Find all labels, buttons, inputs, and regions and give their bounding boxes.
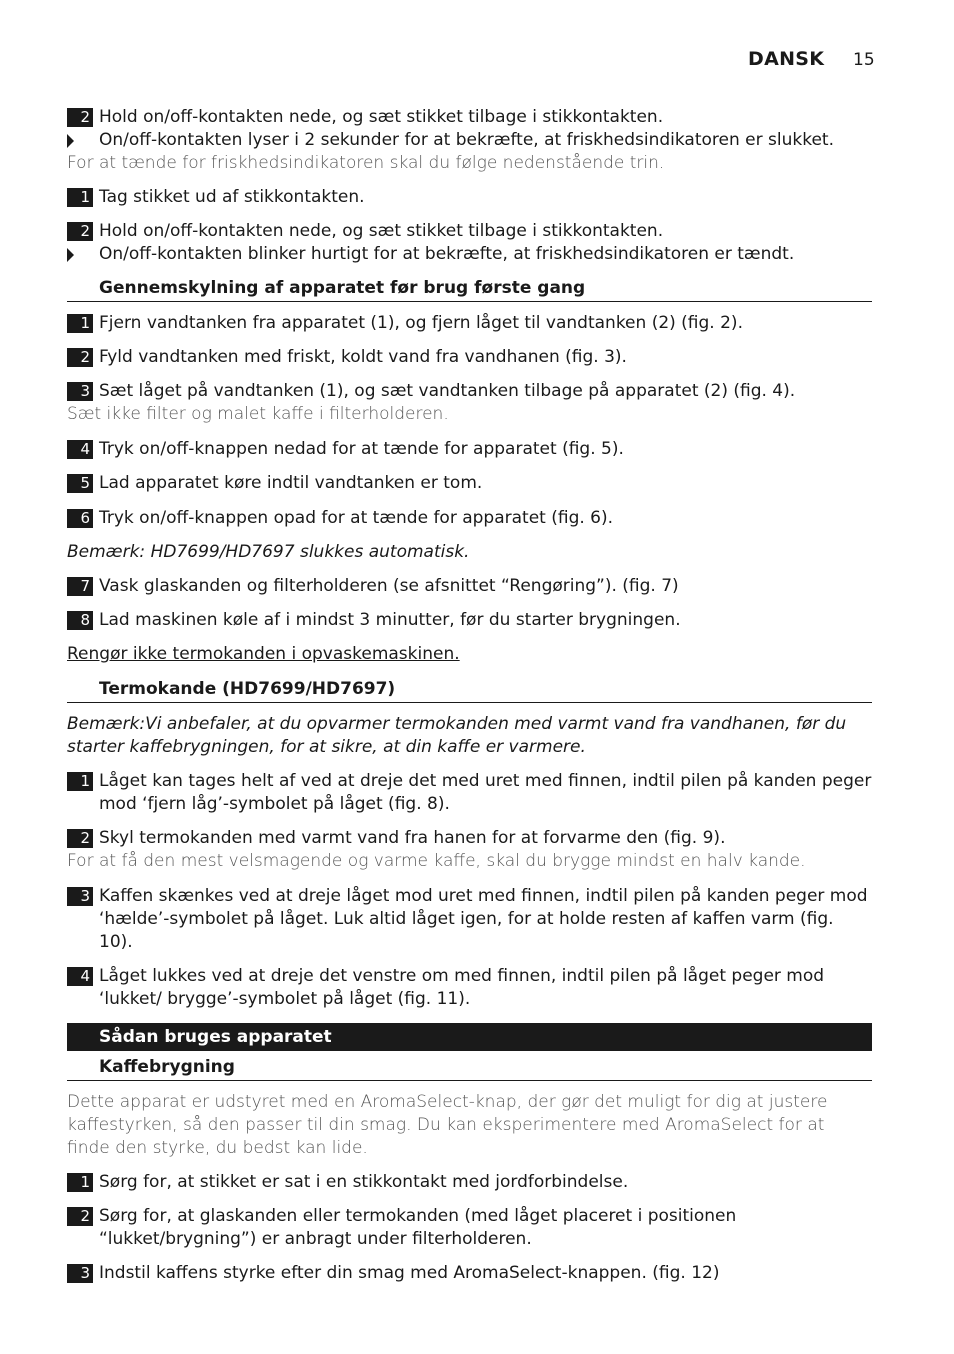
section-heading: Kaffebrygning [67,1056,872,1081]
result-text: On/off-kontakten blinker hurtigt for at bekræfte, at friskhedsindikatoren er tændt. [99,244,795,264]
step-text: Hold on/off-kontakten nede, og sæt stikket tilbage i stikkontakten. [99,221,664,241]
warning-underlined: Rengør ikke termokanden i opvaskemaskinen. [67,644,460,664]
step-text: Lad apparatet køre indtil vandtanken er tom. [99,473,483,493]
chapter-bar: Sådan bruges apparatet [67,1023,872,1051]
step-number: 8 [67,611,93,630]
step-text: Tag stikket ud af stikkontakten. [99,187,365,207]
step-number: 5 [67,474,93,493]
step-text: Sæt låget på vandtanken (1), og sæt vandtanken tilbage på apparatet (2) (fig. 4). [99,381,796,401]
result-line [67,129,872,152]
step-text: Fjern vandtanken fra apparatet (1), og fjern låget til vandtanken (2) (fig. 2). [99,313,743,333]
step-number: 4 [67,967,93,986]
step-text: Sørg for, at stikket er sat i en stikkontakt med jordforbindelse. [99,1172,629,1192]
result-text: On/off-kontakten lyser i 2 sekunder for at bekræfte, at friskhedsindikatoren er slukket. [99,130,834,150]
step [67,827,872,850]
step [67,965,872,1011]
note-text: Bemærk:Vi anbefaler, at du opvarmer termokanden med varmt vand fra vandhanen, før du starter kaffebrygningen, for at sikre, at din kaffe er varmere. [67,714,847,757]
step-text: Låget kan tages helt af ved at dreje det med uret med finnen, indtil pilen på kanden peger mod ‘fjern låg’-symbolet på låget (fig. 8). [99,771,872,814]
step-number: 3 [67,382,93,401]
step [67,770,872,816]
tip-text: For at få den mest velsmagende og varme kaffe, skal du brygge mindst en halv kande. [67,851,806,871]
step-text: Sørg for, at glaskanden eller termokanden (med låget placeret i positionen “lukket/brygning”) er anbragt under filterholderen. [99,1206,737,1249]
step [67,609,872,632]
step-number: 3 [67,887,93,906]
step-text: Vask glaskanden og filterholderen (se afsnittet “Rengøring”). (fig. 7) [99,576,679,596]
step [67,1205,872,1251]
step [67,438,872,461]
step [67,312,872,335]
section-heading: Termokande (HD7699/HD7697) [67,678,872,703]
note-text: Bemærk: HD7699/HD7697 slukkes automatisk. [67,542,470,562]
section-heading: Gennemskylning af apparatet før brug første gang [67,277,872,302]
step-text: Lad maskinen køle af i mindst 3 minutter, før du starter brygningen. [99,610,681,630]
step-text: Hold on/off-kontakten nede, og sæt stikket tilbage i stikkontakten. [99,107,664,127]
step [67,380,872,403]
step-number: 6 [67,509,93,528]
step-text: Låget lukkes ved at dreje det venstre om med finnen, indtil pilen på låget peger mod ‘lukket/ brygge’-symbolet på låget (fig. 11). [99,966,825,1009]
step-number: 7 [67,577,93,596]
step [67,885,872,954]
step [67,472,872,495]
warning-text [67,643,872,666]
step-number: 2 [67,108,93,127]
paragraph: Dette apparat er udstyret med en AromaSelect-knap, der gør det muligt for dig at justere kaffestyrken, så den passer til din smag. Du kan eksperimentere med AromaSelect for at finde den styrke, du bedst kan lide. [67,1092,828,1158]
tip-text: Sæt ikke filter og malet kaffe i filterholderen. [67,404,449,424]
step-number: 4 [67,440,93,459]
language-label: DANSK [748,48,825,70]
step-text: Tryk on/off-knappen nedad for at tænde for apparatet (fig. 5). [99,439,624,459]
step [67,346,872,369]
step-text: Kaffen skænkes ved at dreje låget mod uret med finnen, indtil pilen på kanden peger mod ‘hælde’-symbolet på låget. Luk altid låget igen, for at holde resten af kaffen varm (fig. 10). [99,886,868,952]
step-number: 2 [67,222,93,241]
step-text: Tryk on/off-knappen opad for at tænde for apparatet (fig. 6). [99,508,614,528]
step-text: Fyld vandtanken med friskt, koldt vand fra vandhanen (fig. 3). [99,347,627,367]
step [67,220,872,243]
step-number: 1 [67,1173,93,1192]
step-number: 2 [67,348,93,367]
tip-text: For at tænde for friskhedsindikatoren skal du følge nedenstående trin. [67,153,665,173]
step-number: 1 [67,188,93,207]
result-line [67,243,872,266]
step-number: 1 [67,314,93,333]
step-text: Indstil kaffens styrke efter din smag med AromaSelect-knappen. (fig. 12) [99,1263,720,1283]
step [67,106,872,129]
triangle-bullet-icon [67,248,74,262]
step-number: 2 [67,1207,93,1226]
step [67,507,872,530]
step-number: 3 [67,1264,93,1283]
triangle-bullet-icon [67,134,74,148]
step [67,1262,872,1285]
manual-content [67,106,872,1285]
page-number: 15 [853,50,875,70]
step-number: 2 [67,829,93,848]
step [67,575,872,598]
step [67,1171,872,1194]
step-text: Skyl termokanden med varmt vand fra hanen for at forvarme den (fig. 9). [99,828,726,848]
step-number: 1 [67,772,93,791]
step [67,186,872,209]
